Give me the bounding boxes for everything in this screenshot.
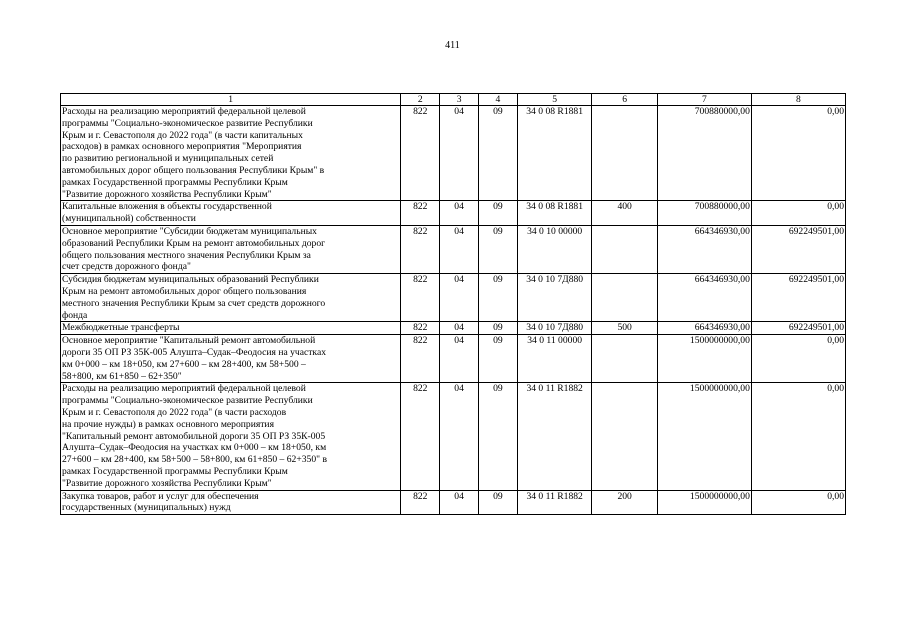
description-line: Закупка товаров, работ и услуг для обеспечения: [62, 490, 259, 502]
description-line: 27+600 – км 28+400, км 58+500 – 58+800, км 61+850 – 62+350" в: [62, 454, 327, 466]
description-line: Крым и г. Севастополя до 2022 года" (в части расходов: [62, 406, 287, 418]
description-line: Субсидия бюджетам муниципальных образований Республики: [62, 274, 319, 286]
description-line: расходов) в рамках основного мероприятия "Мероприятия: [62, 141, 302, 153]
table-header-row: [61, 94, 846, 106]
amount-year2-cell: 692249501,00: [751, 225, 845, 273]
description-line: Межбюджетные трансферты: [62, 322, 180, 334]
ministry-code-cell: 822: [401, 106, 440, 201]
section-code-cell: 04: [440, 490, 479, 515]
section-code-cell: 04: [440, 225, 479, 273]
table-row: [61, 201, 846, 226]
description-line: 58+800, км 61+850 – 62+350": [62, 370, 182, 382]
description-line: на прочие нужды) в рамках основного мероприятия: [62, 418, 274, 430]
amount-year2-cell: 0,00: [751, 201, 845, 226]
description-line: рамках Государственной программы Республики Крым: [62, 176, 288, 188]
column-header: 2: [401, 94, 440, 106]
ministry-code-cell: 822: [401, 383, 440, 490]
description-line: Расходы на реализацию мероприятий федеральной целевой: [62, 106, 306, 117]
target-article-cell: 34 0 11 R1882: [517, 383, 592, 490]
amount-year1-cell: 1500000000,00: [657, 490, 751, 515]
target-article-cell: 34 0 08 R1881: [517, 106, 592, 201]
description-line: фонда: [62, 309, 88, 321]
description-line: местного значения Республики Крым за счет средств дорожного: [62, 297, 326, 309]
description-line: км 0+000 – км 18+050, км 27+600 – км 28+400, км 58+500 –: [62, 358, 306, 370]
section-code-cell: 04: [440, 274, 479, 322]
expense-type-cell: [592, 225, 657, 273]
amount-year1-cell: 664346930,00: [657, 225, 751, 273]
row-description: [61, 106, 401, 201]
description-line: рамках Государственной программы Республики Крым: [62, 465, 288, 477]
table-row: [61, 225, 846, 273]
column-header: 4: [479, 94, 518, 106]
description-line: Основное мероприятие "Капитальный ремонт автомобильной: [62, 335, 316, 347]
column-header: 3: [440, 94, 479, 106]
expense-type-cell: 400: [592, 201, 657, 226]
target-article-cell: 34 0 10 00000: [517, 225, 592, 273]
target-article-cell: 34 0 11 00000: [517, 335, 592, 383]
target-article-cell: 34 0 11 R1882: [517, 490, 592, 515]
column-header: 1: [61, 94, 401, 106]
amount-year1-cell: 700880000,00: [657, 106, 751, 201]
section-code-cell: 04: [440, 383, 479, 490]
table-row: [61, 274, 846, 322]
row-description: [61, 335, 401, 383]
target-article-cell: 34 0 10 7Д880: [517, 274, 592, 322]
subsection-code-cell: 09: [479, 490, 518, 515]
section-code-cell: 04: [440, 106, 479, 201]
ministry-code-cell: 822: [401, 274, 440, 322]
ministry-code-cell: 822: [401, 322, 440, 335]
subsection-code-cell: 09: [479, 225, 518, 273]
section-code-cell: 04: [440, 335, 479, 383]
ministry-code-cell: 822: [401, 490, 440, 515]
description-line: "Капитальный ремонт автомобильной дороги 35 ОП РЗ 35К-005: [62, 430, 326, 442]
description-line: "Развитие дорожного хозяйства Республики Крым": [62, 477, 272, 489]
table-row: [61, 322, 846, 335]
row-description: [61, 274, 401, 322]
subsection-code-cell: 09: [479, 274, 518, 322]
description-line: счет средств дорожного фонда": [62, 261, 191, 273]
description-line: дороги 35 ОП РЗ 35К-005 Алушта–Судак–Феодосия на участках: [62, 346, 327, 358]
section-code-cell: 04: [440, 322, 479, 335]
subsection-code-cell: 09: [479, 335, 518, 383]
description-line: Алушта–Судак–Феодосия на участках км 0+000 – км 18+050, км: [62, 442, 327, 454]
expense-type-cell: 200: [592, 490, 657, 515]
amount-year2-cell: 692249501,00: [751, 274, 845, 322]
table-row: [61, 106, 846, 201]
column-header: 5: [517, 94, 592, 106]
target-article-cell: 34 0 10 7Д880: [517, 322, 592, 335]
amount-year1-cell: 664346930,00: [657, 322, 751, 335]
ministry-code-cell: 822: [401, 335, 440, 383]
description-line: государственных (муниципальных) нужд: [62, 502, 231, 514]
amount-year1-cell: 1500000000,00: [657, 383, 751, 490]
column-header: 8: [751, 94, 845, 106]
ministry-code-cell: 822: [401, 201, 440, 226]
description-line: Основное мероприятие "Субсидии бюджетам муниципальных: [62, 225, 317, 237]
description-line: Расходы на реализацию мероприятий федеральной целевой: [62, 383, 306, 395]
section-code-cell: 04: [440, 201, 479, 226]
amount-year2-cell: 0,00: [751, 106, 845, 201]
column-header: 7: [657, 94, 751, 106]
description-line: автомобильных дорог общего пользования Республики Крым" в: [62, 164, 325, 176]
description-line: "Развитие дорожного хозяйства Республики Крым": [62, 188, 272, 200]
amount-year2-cell: 0,00: [751, 335, 845, 383]
description-line: (муниципальной) собственности: [62, 213, 196, 225]
amount-year1-cell: 700880000,00: [657, 201, 751, 226]
description-line: по развитию региональной и муниципальных сетей: [62, 153, 274, 165]
subsection-code-cell: 09: [479, 322, 518, 335]
subsection-code-cell: 09: [479, 201, 518, 226]
description-line: Крым на ремонт автомобильных дорог общего пользования: [62, 285, 307, 297]
row-description: [61, 225, 401, 273]
target-article-cell: 34 0 08 R1881: [517, 201, 592, 226]
column-header: 6: [592, 94, 657, 106]
amount-year1-cell: 664346930,00: [657, 274, 751, 322]
amount-year1-cell: 1500000000,00: [657, 335, 751, 383]
table-body: [61, 106, 846, 515]
budget-table: [60, 93, 846, 515]
description-line: общего пользования местного значения Республики Крым за: [62, 249, 311, 261]
subsection-code-cell: 09: [479, 383, 518, 490]
amount-year2-cell: 0,00: [751, 383, 845, 490]
row-description: [61, 383, 401, 490]
table-row: [61, 490, 846, 515]
row-description: [61, 201, 401, 226]
amount-year2-cell: 0,00: [751, 490, 845, 515]
expense-type-cell: [592, 106, 657, 201]
ministry-code-cell: 822: [401, 225, 440, 273]
row-description: [61, 322, 401, 335]
expense-type-cell: [592, 383, 657, 490]
expense-type-cell: [592, 274, 657, 322]
amount-year2-cell: 692249501,00: [751, 322, 845, 335]
table-row: [61, 335, 846, 383]
description-line: программы "Социально-экономическое развитие Республики: [62, 395, 313, 407]
row-description: [61, 490, 401, 515]
description-line: Капитальные вложения в объекты государственной: [62, 201, 272, 213]
description-line: образований Республики Крым на ремонт автомобильных дорог: [62, 237, 326, 249]
expense-type-cell: 500: [592, 322, 657, 335]
description-line: Крым и г. Севастополя до 2022 года" (в части капитальных: [62, 129, 303, 141]
expense-type-cell: [592, 335, 657, 383]
subsection-code-cell: 09: [479, 106, 518, 201]
description-line: программы "Социально-экономическое развитие Республики: [62, 117, 313, 129]
page-number: 411: [445, 40, 460, 51]
table-row: [61, 383, 846, 490]
